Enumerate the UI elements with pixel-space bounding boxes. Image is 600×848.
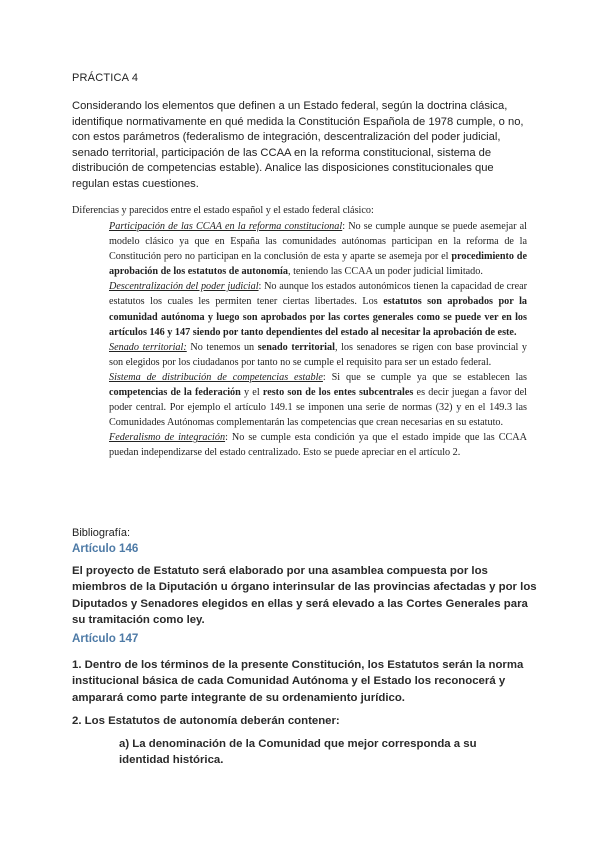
- article-147-paragraph-1: 1. Dentro de los términos de la presente Constitución, los Estatutos serán la norma institucional básica de cada Comunidad Autónoma y el Estado los reconocerá y amparará como parte integrante de su ordenamiento jurídico.: [72, 659, 524, 704]
- bibliography-label: Bibliografía:: [72, 527, 131, 539]
- point-heading: Federalismo de integración: [109, 432, 226, 444]
- point-poder-judicial: [109, 279, 527, 339]
- document-title: PRÁCTICA 4: [72, 72, 139, 84]
- article-146-heading: Artículo 146: [72, 542, 139, 555]
- point-text: y el: [240, 387, 263, 399]
- point-bold: senado territorial: [257, 341, 335, 353]
- point-heading: Senado territorial:: [109, 341, 187, 353]
- point-text: , los senadores se rigen con base provincial y son elegidos por los ciudadanos por tanto no se cumple el requisito para ser un estado federal.: [109, 341, 528, 368]
- point-text: : No aunque los estados autonómicos tienen la capacidad de crear estatutos los cuales les permiten tener ciertas libertades. Los: [109, 281, 528, 308]
- point-text: : No se cumple aunque se puede asemejar al modelo clásico ya que en España las comunidades autónomas participan en la reforma de la Constitución pero no participan en la conclusión de esta y aparte se asemeja por el: [109, 221, 527, 263]
- point-distribucion-competencias: [109, 370, 527, 430]
- point-federalismo-integracion: [109, 430, 527, 460]
- point-senado-territorial: [109, 340, 527, 370]
- comparison-points: [109, 219, 527, 461]
- article-147-item-a: a) La denominación de la Comunidad que mejor corresponda a su identidad histórica.: [119, 738, 477, 767]
- point-text: : No se cumple esta condición ya que el estado impide que las CCAA puedan independizarse del estado centralizado. Esto se puede apreciar en el artículo 2.: [109, 432, 528, 459]
- point-text: No tenemos un: [186, 341, 258, 353]
- point-bold: estatutos son aprobados por la comunidad autónoma y luego son aprobados por las cortes generales como se puede ver en los artículos 146 y 147 siendo por tanto dependientes del estado al necesitar la aprobación de este.: [109, 296, 527, 338]
- point-text: es decir juegan a favor del poder central. Por ejemplo el artículo 149.1 se imponen una serie de normas (32) y en el 149.3 las Comunidades Autónomas complementarán las competencias que crean necesarias en su estatuto.: [109, 387, 527, 429]
- point-reforma-constitucional: [109, 219, 527, 279]
- point-heading: Sistema de distribución de competencias estable: [109, 371, 323, 383]
- point-text: : Si que se cumple ya que se establecen las: [322, 371, 527, 383]
- article-146-text: El proyecto de Estatuto será elaborado por una asamblea compuesta por los miembros de la Diputación u órgano interinsular de las provincias afectadas y por los Diputados y Senadores elegidos en ellas y será elevado a las Cortes Generales para su tramitación como ley.: [72, 565, 537, 627]
- article-147-heading: Artículo 147: [72, 632, 139, 645]
- article-147-paragraph-2: 2. Los Estatutos de autonomía deberán contener:: [72, 715, 340, 727]
- point-heading: Participación de las CCAA en la reforma constitucional: [109, 221, 343, 232]
- practice-question: Considerando los elementos que definen a un Estado federal, según la doctrina clásica, identifique normativamente en qué medida la Constitución Española de 1978 cumple, o no, con estos parámetros (federalismo de integración, descentralización del poder judicial, senado territorial, participación de las CCAA en la reforma constitucional, sistema de distribución de competencias estable). Analice las disposiciones constitucionales que regulan estas cuestiones.: [72, 100, 524, 190]
- comparison-intro: Diferencias y parecidos entre el estado español y el estado federal clásico:: [72, 205, 374, 216]
- point-bold: competencias de la federación: [109, 387, 241, 399]
- point-text: , teniendo las CCAA un poder judicial limitado.: [287, 266, 483, 278]
- point-bold: resto son de los entes subcentrales: [262, 387, 414, 399]
- point-heading: Descentralización del poder judicial: [109, 281, 259, 293]
- point-bold: procedimiento de aprobación de los estatutos de autonomía: [109, 251, 527, 278]
